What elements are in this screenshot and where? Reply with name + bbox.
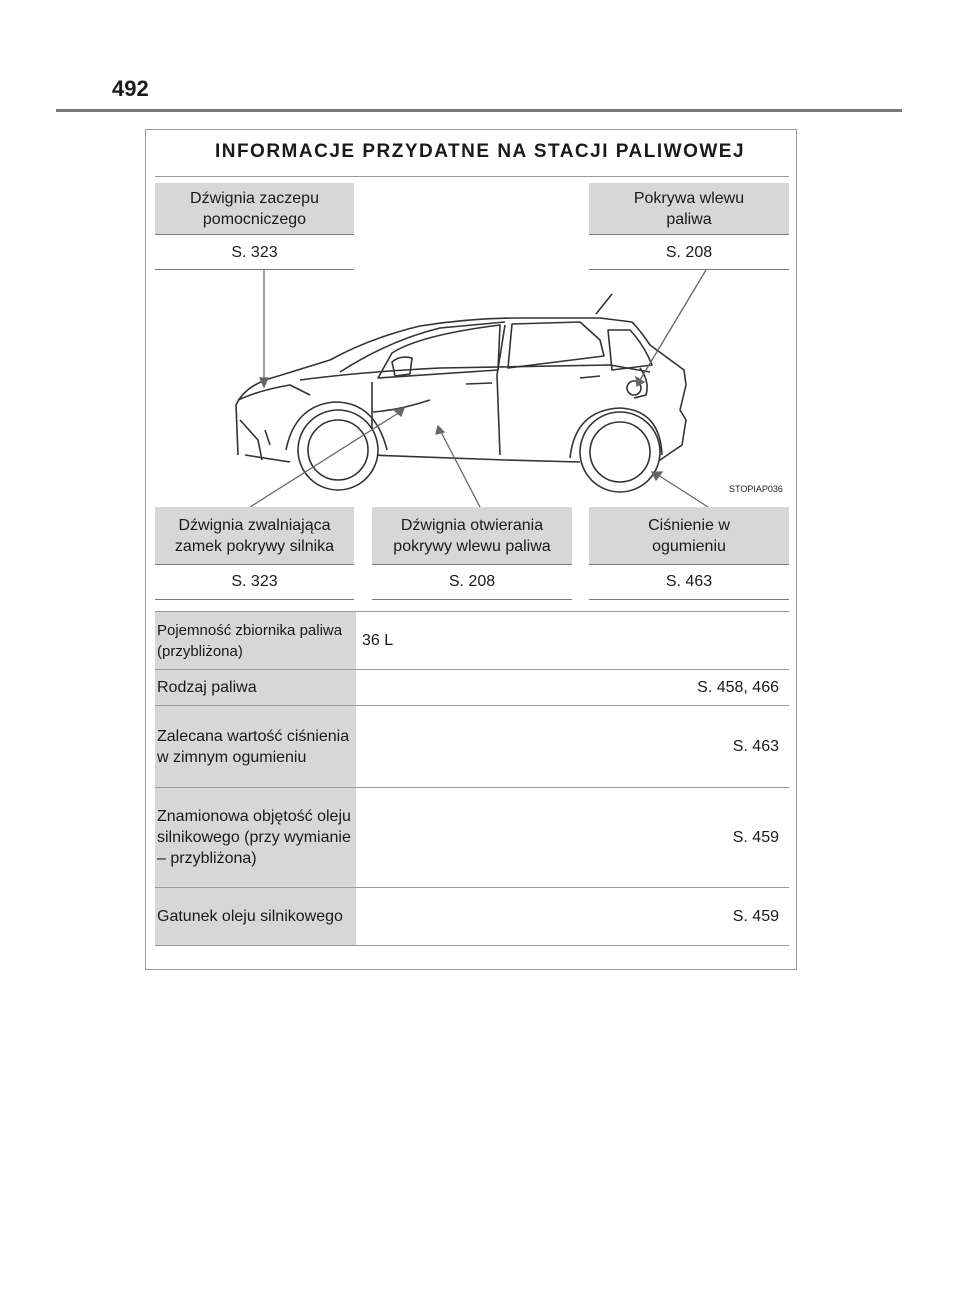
callout-aux-hook-ref: S. 323 — [155, 244, 354, 270]
callout-tire-pressure-ref: S. 463 — [589, 573, 789, 600]
callout-aux-hook-label: Dźwignia zaczepu pomocniczego — [190, 189, 319, 228]
callout-fuel-door-lever — [372, 507, 572, 565]
callout-tire-pressure-label: Ciśnienie w ogumieniu — [648, 516, 730, 555]
spec-value: S. 463 — [356, 706, 789, 788]
table-row — [155, 612, 789, 670]
spec-value: S. 458, 466 — [356, 670, 789, 706]
callout-hood-release — [155, 507, 354, 565]
table-row — [155, 670, 789, 706]
spec-label: Zalecana wartość ciśnienia w zimnym ogumieniu — [155, 706, 356, 788]
callout-fuel-cap-ref: S. 208 — [589, 244, 789, 270]
rear-wheel — [580, 412, 660, 492]
table-row — [155, 888, 789, 946]
callout-hood-release-ref: S. 323 — [155, 573, 354, 600]
spec-value: 36 L — [356, 612, 789, 670]
spec-label: Znamionowa objętość oleju silnikowego (przy wymianie – przybliżona) — [155, 788, 356, 888]
figure-code: STOPIAP036 — [729, 484, 783, 494]
page-title: INFORMACJE PRZYDATNE NA STACJI PALIWOWEJ — [214, 141, 746, 162]
callout-fuel-door-lever-ref: S. 208 — [372, 573, 572, 600]
callout-fuel-door-lever-label: Dźwignia otwierania pokrywy wlewu paliwa — [393, 516, 551, 555]
callout-tire-pressure — [589, 507, 789, 565]
spec-value: S. 459 — [356, 788, 789, 888]
front-wheel — [298, 410, 378, 490]
page-number: 492 — [112, 76, 149, 101]
spec-label: Rodzaj paliwa — [155, 670, 356, 706]
callout-hood-release-label: Dźwignia zwalniająca zamek pokrywy silnika — [174, 516, 335, 555]
callout-fuel-cap-label: Pokrywa wlewu paliwa — [633, 189, 745, 228]
spec-label: Pojemność zbiornika paliwa (przybliżona) — [155, 612, 356, 670]
table-row — [155, 706, 789, 788]
spec-table — [155, 611, 789, 946]
table-row — [155, 788, 789, 888]
spec-value: S. 459 — [356, 888, 789, 946]
spec-label: Gatunek oleju silnikowego — [155, 888, 356, 946]
